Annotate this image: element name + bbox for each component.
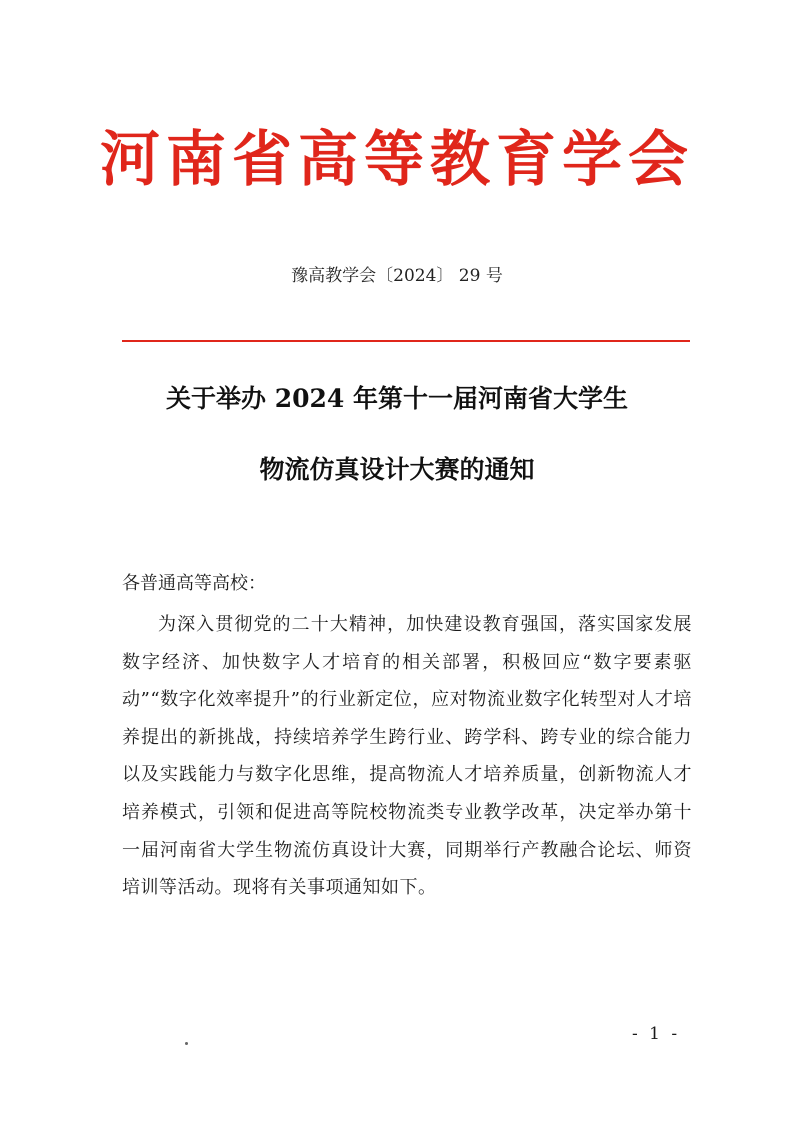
red-divider-line <box>122 340 690 342</box>
body-paragraph: 为深入贯彻党的二十大精神，加快建设教育强国，落实国家发展数字经济、加快数字人才培育的相关部署，积极回应“数字要素驱动”“数字化效率提升”的行业新定位，应对物流业数字化转型对人才培养提出的新挑战，持续培养学生跨行业、跨学科、跨专业的综合能力以及实践能力与数字化思维，提高物流人才培养质量，创新物流人才培养模式，引领和促进高等院校物流类专业教学改革，决定举办第十一届河南省大学生物流仿真设计大赛，同期举行产教融合论坛、师资培训等活动。现将有关事项通知如下。 <box>122 614 692 899</box>
scan-speck <box>185 1042 188 1045</box>
document-title-line-2: 物流仿真设计大赛的通知 <box>259 455 535 484</box>
document-title-line-1: 关于举办 2024 年第十一届河南省大学生 <box>166 384 628 413</box>
issuer-masthead: 河南省高等教育学会 <box>100 125 694 195</box>
salutation: 各普通高等高校： <box>122 573 266 594</box>
page-number: - 1 - <box>632 1024 681 1044</box>
document-number: 豫高教学会〔2024〕 29 号 <box>291 266 503 286</box>
